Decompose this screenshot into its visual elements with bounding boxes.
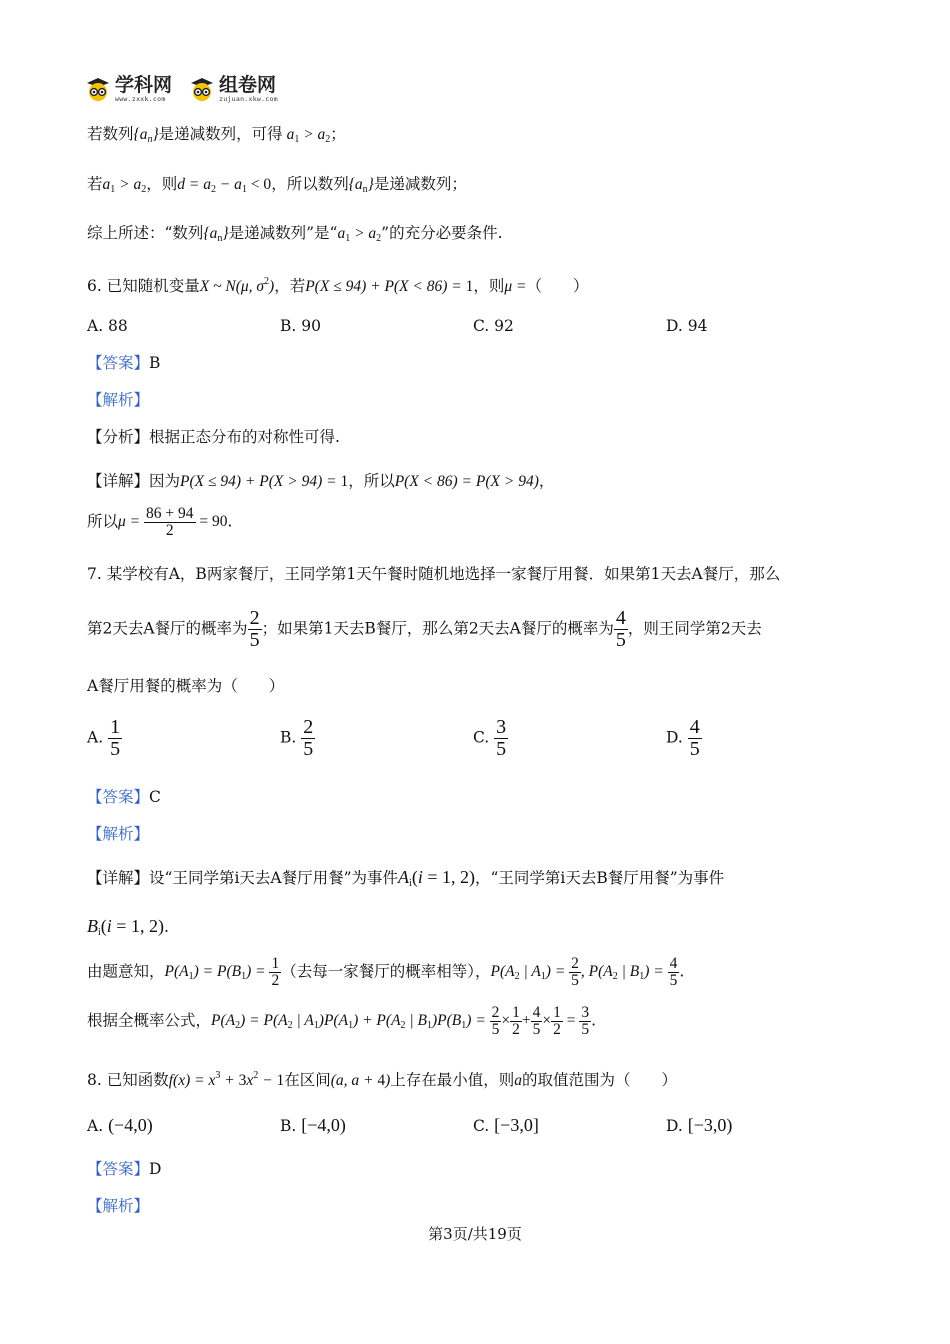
q7-option-d bbox=[666, 717, 702, 760]
option-value: [−3,0] bbox=[494, 1115, 539, 1135]
fraction: $\frac{2}{5}$ bbox=[249, 607, 260, 651]
q6-stem bbox=[87, 272, 589, 297]
text: （ ） bbox=[526, 277, 589, 295]
q7-stem-3: A餐厅用餐的概率为（ ） bbox=[87, 677, 285, 695]
q8-option-c bbox=[473, 1115, 539, 1136]
formula: $a_1 > a_2$ bbox=[282, 126, 331, 145]
option-label: A. bbox=[87, 728, 104, 747]
formula: P(X ≤ 94) + P(X > 94) = 1 bbox=[180, 473, 349, 490]
text: 已知函数 bbox=[106, 1071, 169, 1089]
q7-detail-4: 根据全概率公式，$P(A_2) = P(A_2$ | $A_1)P(A_1) + P(A_2$ | $B_1)P(B_1)$ = $\frac{2}{5}$ × $\frac{1}{2}$ + $\frac{4}{5}$ × $\frac{1}{2}$ = $\frac{3}{5}$ . bbox=[87, 1004, 597, 1039]
page-number: 第3页/共19页 bbox=[428, 1225, 522, 1243]
option-label: D. bbox=[666, 1117, 683, 1135]
text: 由题意知， bbox=[87, 962, 165, 981]
text: ，所以数列 bbox=[271, 175, 349, 193]
detail-tag: 【详解】 bbox=[87, 472, 150, 490]
question-number: 6. bbox=[87, 277, 102, 295]
text: （去每一家餐厅的概率相等）， bbox=[281, 962, 491, 981]
q8-option-a bbox=[87, 1115, 153, 1136]
q6-option-d: D. 94 bbox=[666, 317, 708, 335]
formula: $f(x) = x^3 + 3x^2 - 1$ bbox=[168, 1070, 285, 1089]
formula: P(X < 86) = P(X > 94) bbox=[394, 473, 539, 490]
formula: $P(A_1) = P(B_1)$ = $\frac{1}{2}$ bbox=[164, 955, 280, 990]
text: ，若 bbox=[274, 277, 306, 295]
fenxi-text: 根据正态分布的对称性可得. bbox=[149, 428, 340, 446]
option-value: [−3,0) bbox=[687, 1115, 733, 1135]
formula: $a_1 > a_2$ bbox=[102, 176, 147, 195]
formula: $A_i(i = 1$, 2) bbox=[398, 867, 475, 889]
formula: $P(A_2) = P(A_2$ | $A_1)P(A_1) + P(A_2$ | $B_1)P(B_1)$ = $\frac{2}{5}$ × $\frac{1}{2}$ + $\frac{4}{5}$ × $\frac{1}{2}$ = $\frac{3}{5}$ bbox=[211, 1004, 590, 1039]
formula: $a_1 > a_2$ bbox=[337, 225, 382, 244]
text: 是递减数列，可得 bbox=[158, 125, 283, 143]
text: ，则 bbox=[146, 175, 178, 193]
q8-stem bbox=[87, 1066, 677, 1091]
q6-option-b: B. 90 bbox=[280, 317, 321, 335]
intro-line-3 bbox=[87, 223, 503, 249]
answer-value: D bbox=[149, 1160, 162, 1178]
q8-analysis-tag: 【解析】 bbox=[87, 1197, 150, 1215]
q7-option-b bbox=[280, 717, 315, 760]
text: 在区间 bbox=[284, 1071, 331, 1089]
logo-zxxk bbox=[84, 74, 172, 104]
intro-line-2 bbox=[87, 174, 467, 200]
q7-option-c bbox=[473, 717, 508, 760]
option-label: C. bbox=[473, 728, 490, 747]
answer-value: C bbox=[149, 788, 161, 806]
denominator: 5 bbox=[496, 738, 507, 760]
text: ，则王同学第2天去 bbox=[627, 619, 762, 638]
text: 综上所述：“数列 bbox=[87, 224, 204, 242]
question-number: 8. bbox=[87, 1071, 102, 1089]
denominator: 5 bbox=[110, 738, 121, 760]
option-label: D. bbox=[666, 728, 683, 747]
formula: a bbox=[514, 1072, 523, 1089]
q6-fenxi bbox=[87, 427, 340, 447]
text: 已知随机变量 bbox=[106, 277, 200, 295]
option-value: [−4,0) bbox=[301, 1115, 346, 1135]
question-number: 7. bbox=[87, 565, 102, 583]
owl-logo-icon bbox=[84, 75, 112, 103]
text: ；如果第1天去B餐厅，那么第2天去A餐厅的概率为 bbox=[261, 619, 614, 638]
formula: $B_i(i = 1$, 2) bbox=[87, 916, 164, 938]
answer-tag: 【答案】 bbox=[87, 1160, 150, 1178]
logo-name: 学科网 bbox=[115, 74, 173, 96]
text: ， bbox=[538, 472, 555, 490]
formula: P(X ≤ 94) + P(X < 86) = 1 bbox=[305, 278, 474, 295]
formula: $P(A_2$ | $A_1$) = $\frac{2}{5}$ , $P(A_2$ | $B_1$) = $\frac{4}{5}$ bbox=[490, 955, 678, 990]
text: 第2天去A餐厅的概率为 bbox=[87, 619, 248, 638]
denominator: 5 bbox=[689, 738, 700, 760]
q7-answer bbox=[87, 787, 161, 807]
text: 根据全概率公式， bbox=[87, 1011, 212, 1030]
intro-line-1 bbox=[87, 124, 346, 150]
detail-tag: 【详解】 bbox=[87, 869, 150, 887]
option-value: (−4,0) bbox=[108, 1115, 153, 1135]
text: 因为 bbox=[149, 472, 181, 490]
q7-analysis-tag: 【解析】 bbox=[87, 825, 150, 843]
text: 是递减数列”是“ bbox=[228, 224, 338, 242]
numerator: 3 bbox=[496, 716, 507, 738]
q7-detail-3: 由题意知，$P(A_1) = P(B_1)$ = $\frac{1}{2}$ （去每一家餐厅的概率相等），$P(A_2$ | $A_1$) = $\frac{2}{5}$ , $P(A_2$ | $B_1$) = $\frac{4}{5}$ . bbox=[87, 955, 685, 990]
logo-url: zujuan.xkw.com bbox=[219, 95, 278, 103]
formula: $d = a_2 - a_1 < 0$ bbox=[177, 176, 272, 195]
option-label: A. bbox=[87, 1117, 104, 1135]
q7-option-a bbox=[87, 717, 122, 760]
q6-answer bbox=[87, 353, 160, 373]
q6-option-a: A. 88 bbox=[87, 317, 128, 335]
q8-option-d bbox=[666, 1115, 732, 1136]
text: 的取值范围为（ ） bbox=[522, 1071, 678, 1089]
text: 某学校有A，B两家餐厅，王同学第1天午餐时随机地选择一家餐厅用餐．如果第1天去A餐厅，那么 bbox=[106, 565, 781, 583]
option-label: B. bbox=[280, 728, 297, 747]
text: ，所以 bbox=[348, 472, 395, 490]
formula: X ~ N(μ, $\sigma^2$) bbox=[199, 276, 275, 295]
q7-detail-1 bbox=[87, 867, 724, 894]
q6-option-c: C. 92 bbox=[473, 317, 514, 335]
q7-detail-2 bbox=[87, 916, 169, 943]
text: 若数列 bbox=[87, 125, 134, 143]
option-label: B. bbox=[280, 1117, 297, 1135]
formula: $\{a_n\}$ bbox=[203, 225, 229, 244]
text: 设“王同学第i天去A餐厅用餐”为事件 bbox=[149, 869, 399, 887]
logo-url: www.zxxk.com bbox=[115, 95, 166, 103]
owl-logo-icon bbox=[188, 75, 216, 103]
formula: μ = $\frac{86 + 94}{2}$ = 90 bbox=[118, 505, 228, 540]
text: ； bbox=[330, 125, 346, 143]
text: ”的充分必要条件. bbox=[381, 224, 503, 242]
q6-analysis-tag: 【解析】 bbox=[87, 391, 150, 409]
logo-zujuan bbox=[188, 74, 278, 104]
option-label: C. bbox=[473, 1117, 490, 1135]
numerator: 4 bbox=[689, 716, 700, 738]
numerator: 2 bbox=[303, 716, 314, 738]
text: 是递减数列； bbox=[373, 175, 467, 193]
logo-name: 组卷网 bbox=[219, 74, 277, 96]
denominator: 5 bbox=[303, 738, 314, 760]
q8-answer bbox=[87, 1159, 161, 1179]
fenxi-tag: 【分析】 bbox=[87, 428, 150, 446]
q6-detail-1 bbox=[87, 471, 554, 492]
text: ，则 bbox=[473, 277, 505, 295]
formula: μ = bbox=[504, 278, 527, 295]
text: 所以 bbox=[87, 512, 119, 531]
text: 上存在最小值，则 bbox=[390, 1071, 515, 1089]
text: ，“王同学第i天去B餐厅用餐”为事件 bbox=[474, 869, 725, 887]
answer-value: B bbox=[149, 354, 161, 372]
numerator: 1 bbox=[110, 716, 121, 738]
q7-stem-1 bbox=[87, 564, 780, 584]
formula: $\{a_n\}$ bbox=[348, 176, 374, 195]
fraction: $\frac{4}{5}$ bbox=[615, 607, 626, 651]
formula: (a, a + 4) bbox=[330, 1072, 391, 1089]
answer-tag: 【答案】 bbox=[87, 354, 150, 372]
answer-tag: 【答案】 bbox=[87, 788, 150, 806]
q7-stem-2 bbox=[87, 608, 762, 651]
q6-detail-2: 所以μ = $\frac{86 + 94}{2}$ = 90. bbox=[87, 505, 233, 540]
q8-option-b bbox=[280, 1115, 346, 1136]
text: 若 bbox=[87, 175, 103, 193]
text: . bbox=[163, 918, 169, 936]
formula: $\{a_n\}$ bbox=[133, 126, 159, 145]
